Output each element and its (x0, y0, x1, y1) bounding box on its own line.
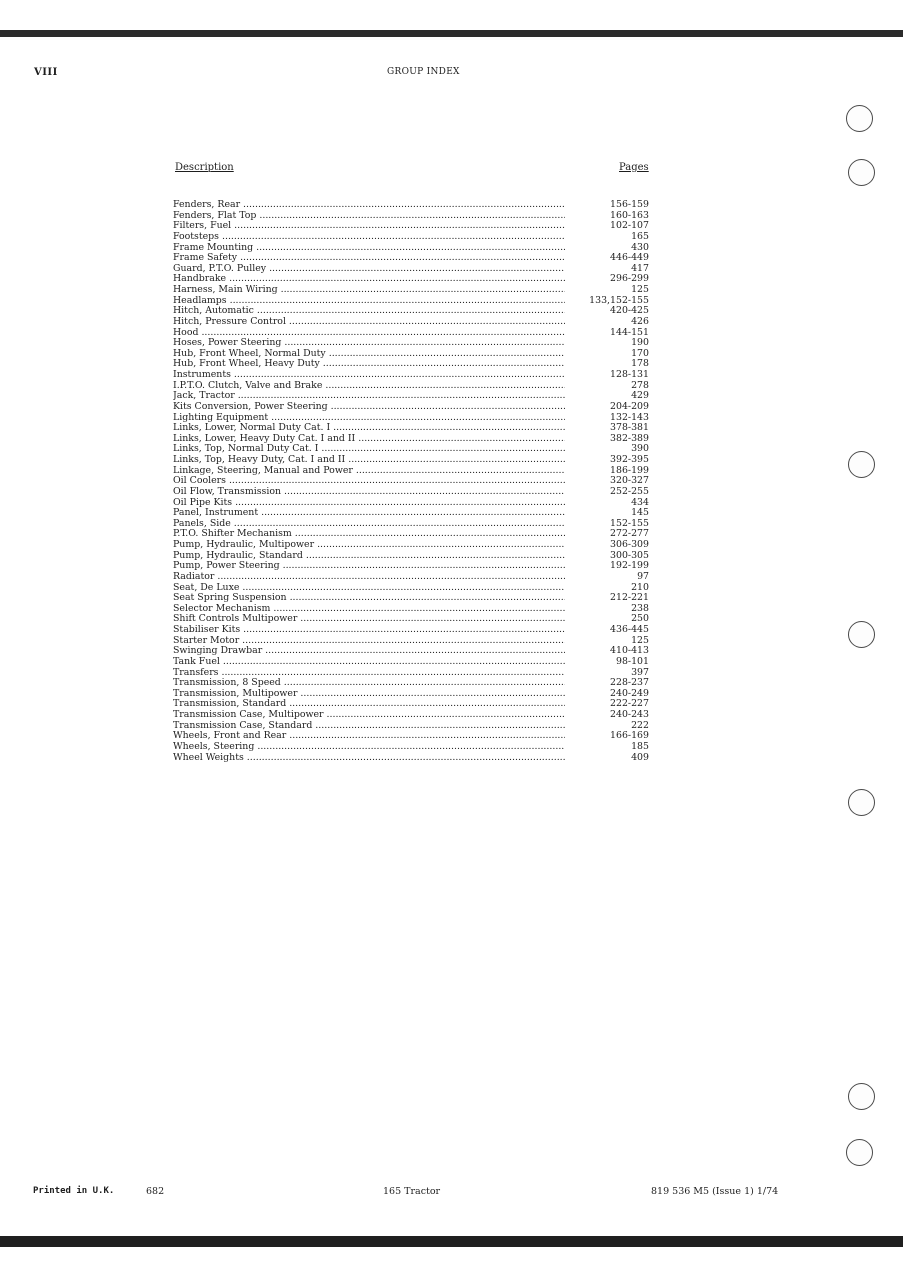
entry-description: Harness, Main Wiring ..... (173, 285, 565, 296)
entry-description: Jack, Tractor ..... (173, 391, 565, 402)
index-entry (173, 593, 649, 604)
entry-pages: 125 (631, 284, 649, 295)
entry-pages: 278 (631, 379, 649, 391)
binder-hole-icon (848, 1083, 875, 1110)
page-title: GROUP INDEX (387, 67, 460, 77)
index-entry (173, 402, 649, 413)
index-entry (173, 434, 649, 445)
entry-pages: 420-425 (610, 305, 649, 317)
index-entry (173, 721, 649, 732)
entry-description: Transmission, 8 Speed ..... (173, 678, 565, 689)
entry-pages: 430 (631, 241, 649, 253)
entry-pages: 252-255 (610, 485, 649, 497)
index-entry (173, 338, 649, 349)
entry-pages: 190 (631, 337, 649, 349)
index-entry (173, 753, 649, 764)
index-entry (173, 423, 649, 434)
entry-pages: 222 (631, 719, 649, 731)
index-entry (173, 253, 649, 264)
entry-description: Hitch, Pressure Control ..... (173, 317, 565, 328)
entry-pages: 436-445 (610, 624, 649, 635)
index-entry (173, 561, 649, 572)
index-entry (173, 498, 649, 509)
entry-pages: 238 (631, 602, 649, 614)
entry-pages: 210 (631, 581, 649, 593)
page-number: VIII (34, 67, 58, 78)
entry-description: Instruments ..... (173, 370, 565, 381)
entry-description: Stabiliser Kits ..... (173, 625, 565, 636)
binder-hole-icon (846, 1139, 873, 1166)
entry-pages: 240-249 (610, 687, 649, 699)
index-entry (173, 699, 649, 710)
index-entry (173, 381, 649, 392)
index-entry (173, 678, 649, 689)
entry-pages: 152-155 (610, 517, 649, 529)
entry-pages: 165 (631, 230, 649, 242)
entry-description: Oil Flow, Transmission ..... (173, 487, 565, 498)
index-entry (173, 221, 649, 232)
index-entry (173, 508, 649, 519)
entry-pages: 320-327 (610, 475, 649, 487)
entry-description: Fenders, Flat Top ..... (173, 211, 565, 222)
entry-description: Shift Controls Multipower ..... (173, 614, 565, 625)
entry-description: Filters, Fuel ..... (173, 221, 565, 232)
entry-description: Pump, Hydraulic, Multipower ..... (173, 540, 565, 551)
entry-description: Oil Coolers ..... (173, 476, 565, 487)
entry-pages: 144-151 (610, 326, 649, 338)
entry-pages: 397 (631, 666, 649, 678)
entry-description: Transmission, Multipower ..... (173, 689, 565, 700)
entry-description: Seat Spring Suspension ..... (173, 593, 565, 604)
index-entry (173, 583, 649, 594)
index-entry (173, 519, 649, 530)
index-entry (173, 625, 649, 636)
entry-pages: 296-299 (610, 273, 649, 285)
group-index-list (173, 200, 649, 763)
entry-pages: 186-199 (610, 464, 649, 476)
binder-hole-icon (848, 789, 875, 816)
index-entry (173, 413, 649, 424)
entry-pages: 145 (631, 507, 649, 519)
index-entry (173, 487, 649, 498)
index-entry (173, 466, 649, 477)
pages-column-header: Pages (619, 162, 649, 173)
entry-pages: 417 (631, 262, 649, 274)
entry-pages: 390 (631, 443, 649, 455)
entry-pages: 228-237 (610, 677, 649, 689)
footer-model: 165 Tractor (383, 1186, 441, 1197)
entry-description: P.T.O. Shifter Mechanism ..... (173, 529, 565, 540)
index-entry (173, 391, 649, 402)
entry-pages: 212-221 (610, 592, 649, 604)
entry-pages: 102-107 (610, 220, 649, 232)
entry-pages: 378-381 (610, 422, 649, 434)
entry-pages: 156-159 (610, 199, 649, 210)
binder-hole-icon (846, 105, 873, 132)
index-entry (173, 328, 649, 339)
entry-pages: 128-131 (610, 369, 649, 380)
entry-pages: 410-413 (610, 645, 649, 657)
binder-hole-icon (848, 451, 875, 478)
index-entry (173, 646, 649, 657)
entry-pages: 446-449 (610, 252, 649, 264)
entry-description: Pump, Hydraulic, Standard ..... (173, 551, 565, 562)
binder-hole-icon (848, 159, 875, 186)
index-entry (173, 731, 649, 742)
entry-pages: 192-199 (610, 560, 649, 572)
entry-pages: 178 (631, 358, 649, 370)
index-entry (173, 306, 649, 317)
index-entry (173, 689, 649, 700)
footer-number: 682 (146, 1186, 165, 1197)
index-entry (173, 710, 649, 721)
entry-pages: 426 (631, 315, 649, 327)
entry-description: Transmission Case, Multipower ..... (173, 710, 565, 721)
entry-pages: 204-209 (610, 400, 649, 412)
entry-pages: 160-163 (610, 209, 649, 221)
index-entry (173, 742, 649, 753)
entry-description: Wheels, Steering ..... (173, 742, 565, 753)
index-entry (173, 614, 649, 625)
entry-description: Links, Lower, Normal Duty Cat. I ..... (173, 423, 565, 434)
binder-hole-icon (848, 621, 875, 648)
entry-description: Selector Mechanism ..... (173, 604, 565, 615)
bottom-edge-bar (0, 1236, 903, 1247)
index-entry (173, 370, 649, 381)
description-column-header: Description (175, 162, 234, 173)
index-entry (173, 211, 649, 222)
entry-pages: 409 (631, 751, 649, 763)
entry-description: Wheels, Front and Rear ..... (173, 731, 565, 742)
entry-description: Transmission, Standard ..... (173, 699, 565, 710)
top-edge-bar (0, 30, 903, 37)
entry-pages: 300-305 (610, 549, 649, 561)
entry-description: Tank Fuel ..... (173, 657, 565, 668)
index-entry (173, 551, 649, 562)
entry-description: Frame Safety ..... (173, 253, 565, 264)
entry-pages: 132-143 (610, 411, 649, 423)
entry-description: Panel, Instrument ..... (173, 508, 565, 519)
index-entry (173, 444, 649, 455)
entry-pages: 272-277 (610, 528, 649, 540)
index-entry (173, 359, 649, 370)
entry-description: Wheel Weights ..... (173, 753, 565, 764)
index-entry (173, 636, 649, 647)
entry-description: I.P.T.O. Clutch, Valve and Brake ..... (173, 381, 565, 392)
entry-description: Starter Motor ..... (173, 636, 565, 647)
entry-pages: 133,152-155 (589, 294, 649, 306)
entry-description: Swinging Drawbar ..... (173, 646, 565, 657)
entry-description: Kits Conversion, Power Steering ..... (173, 402, 565, 413)
entry-pages: 434 (631, 496, 649, 508)
entry-description: Links, Lower, Heavy Duty Cat. I and II ..... (173, 434, 565, 445)
index-entry (173, 604, 649, 615)
index-entry (173, 572, 649, 583)
entry-description: Hitch, Automatic ..... (173, 306, 565, 317)
entry-pages: 170 (631, 347, 649, 359)
index-entry (173, 317, 649, 328)
entry-description: Radiator ..... (173, 572, 565, 583)
index-entry (173, 455, 649, 466)
entry-pages: 382-389 (610, 432, 649, 444)
entry-description: Guard, P.T.O. Pulley ..... (173, 264, 565, 275)
entry-pages: 185 (631, 740, 649, 752)
index-entry (173, 264, 649, 275)
entry-description: Hoses, Power Steering ..... (173, 338, 565, 349)
printed-in-label: Printed in U.K. (33, 1186, 115, 1196)
entry-description: Linkage, Steering, Manual and Power ..... (173, 466, 565, 477)
entry-description: Pump, Power Steering ..... (173, 561, 565, 572)
index-entry (173, 349, 649, 360)
entry-description: Panels, Side ..... (173, 519, 565, 530)
index-entry (173, 243, 649, 254)
entry-pages: 306-309 (610, 539, 649, 550)
index-entry (173, 296, 649, 307)
entry-description: Hood ..... (173, 328, 565, 339)
entry-description: Links, Top, Heavy Duty, Cat. I and II ..... (173, 455, 565, 466)
entry-pages: 222-227 (610, 698, 649, 710)
entry-description: Headlamps ..... (173, 296, 565, 307)
entry-description: Oil Pipe Kits ..... (173, 498, 565, 509)
entry-pages: 429 (631, 390, 649, 402)
index-entry (173, 529, 649, 540)
entry-description: Links, Top, Normal Duty Cat. I ..... (173, 444, 565, 455)
entry-description: Hub, Front Wheel, Normal Duty ..... (173, 349, 565, 360)
entry-description: Fenders, Rear ..... (173, 200, 565, 211)
footer-document-code: 819 536 M5 (Issue 1) 1/74 (651, 1186, 779, 1197)
entry-description: Handbrake ..... (173, 274, 565, 285)
index-entry (173, 200, 649, 211)
entry-pages: 250 (631, 613, 649, 625)
entry-description: Lighting Equipment ..... (173, 413, 565, 424)
entry-pages: 125 (631, 634, 649, 646)
entry-pages: 392-395 (610, 454, 649, 465)
entry-pages: 166-169 (610, 730, 649, 742)
entry-description: Seat, De Luxe ..... (173, 583, 565, 594)
index-entry (173, 232, 649, 243)
index-entry (173, 274, 649, 285)
index-entry (173, 540, 649, 551)
entry-description: Footsteps ..... (173, 232, 565, 243)
entry-pages: 97 (637, 570, 649, 582)
entry-pages: 240-243 (610, 709, 649, 720)
entry-description: Transmission Case, Standard ..... (173, 721, 565, 732)
entry-description: Frame Mounting ..... (173, 243, 565, 254)
index-entry (173, 285, 649, 296)
index-entry (173, 668, 649, 679)
index-entry (173, 657, 649, 668)
entry-description: Hub, Front Wheel, Heavy Duty ..... (173, 359, 565, 370)
entry-pages: 98-101 (616, 655, 649, 667)
index-entry (173, 476, 649, 487)
entry-description: Transfers ..... (173, 668, 565, 679)
